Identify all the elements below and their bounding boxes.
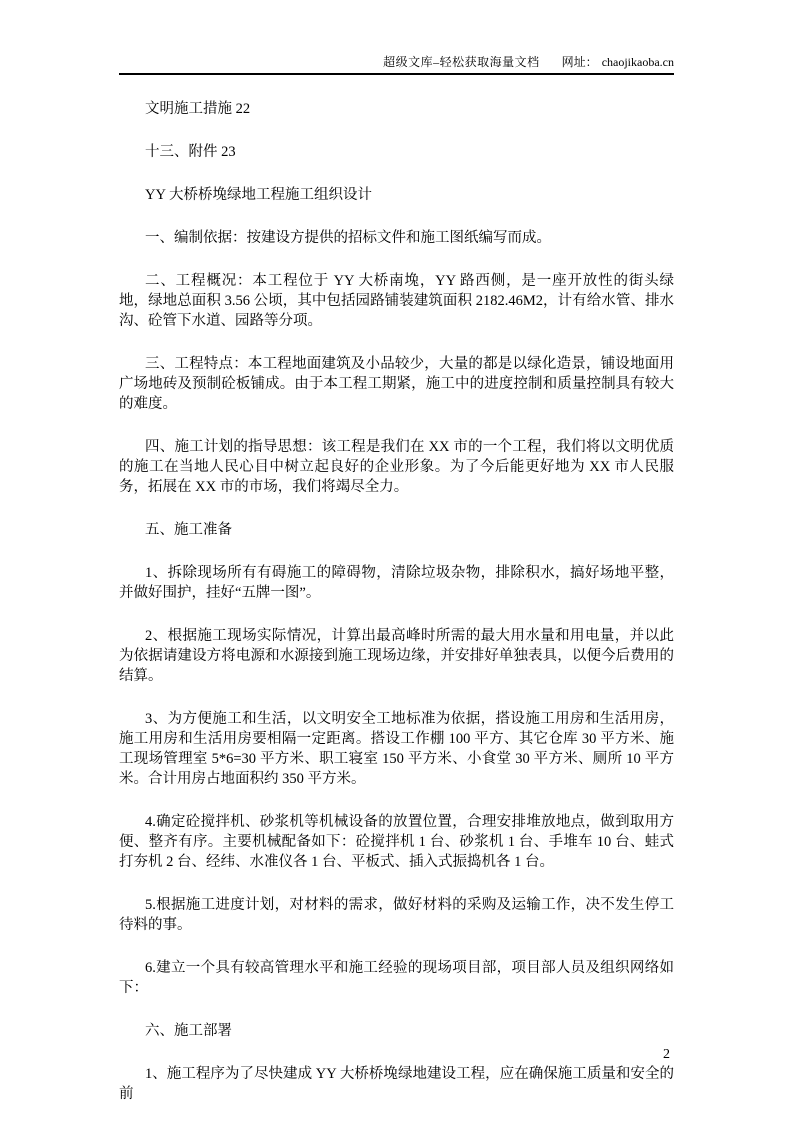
paragraph-civilized-construction: 文明施工措施 22: [145, 101, 251, 117]
paragraph-compilation-basis: 一、编制依据：按建设方提供的招标文件和施工图纸编写而成。: [145, 230, 551, 246]
page-header: [119, 0, 674, 75]
header-url: chaojikaoba.cn: [601, 55, 674, 69]
paragraph-deployment-heading: 六、施工部署: [145, 1023, 232, 1039]
paragraph-preparation-item-5: 5.根据施工进度计划，对材料的需求，做好材料的采购及运输工作，决不发生停工待料的事。: [119, 897, 674, 933]
paragraph-deployment-item-1: 1、施工程序为了尽快建成 YY 大桥桥堍绿地建设工程，应在确保施工质量和安全的前: [119, 1066, 674, 1102]
paragraph-preparation-heading: 五、施工准备: [145, 522, 232, 538]
paragraph-preparation-item-6: 6.建立一个具有较高管理水平和施工经验的现场项目部，项目部人员及组织网络如下：: [119, 960, 674, 996]
page-number: 2: [663, 1047, 670, 1062]
header-brand-text: 超级文库–轻松获取海量文档: [383, 55, 540, 69]
paragraph-preparation-item-1: 1、拆除现场所有有碍施工的障碍物，清除垃圾杂物，排除积水，搞好场地平整，并做好围护，挂好“五牌一图”。: [119, 565, 674, 601]
paragraph-preparation-item-2: 2、根据施工现场实际情况，计算出最高峰时所需的最大用水量和用电量，并以此为依据请建设方将电源和水源接到施工现场边缘，并安排好单独表具，以便今后费用的结算。: [119, 628, 674, 684]
paragraph-document-title: YY 大桥桥堍绿地工程施工组织设计: [145, 187, 373, 203]
paragraph-preparation-item-3: 3、为方便施工和生活，以文明安全工地标准为依据，搭设施工用房和生活用房，施工用房和生活用房要相隔一定距离。搭设工作棚 100 平方、其它仓库 30 平方米、施工现场管理室 5*6=30 平方米、职工寝室 150 平方米、小食堂 30 平方米、厕所 10 平方米。合计用房占地面积约 350 平方米。: [119, 711, 674, 787]
paragraph-project-overview: 二、工程概况：本工程位于 YY 大桥南堍，YY 路西侧，是一座开放性的街头绿地，绿地总面积 3.56 公顷，其中包括园路铺装建筑面积 2182.46M2，计有给水管、排水沟、砼管下水道、园路等分项。: [119, 273, 674, 329]
paragraph-project-features: 三、工程特点：本工程地面建筑及小品较少，大量的都是以绿化造景，铺设地面用广场地砖及预制砼板铺成。由于本工程工期紧，施工中的进度控制和质量控制具有较大的难度。: [119, 356, 674, 412]
header-url-label: 网址：: [561, 55, 598, 69]
paragraph-preparation-item-4: 4.确定砼搅拌机、砂浆机等机械设备的放置位置，合理安排堆放地点，做到取用方便、整齐有序。主要机械配备如下：砼搅拌机 1 台、砂浆机 1 台、手堆车 10 台、蛙式打夯机 2 台、经纬、水准仪各 1 台、平板式、插入式振捣机各 1 台。: [119, 814, 674, 870]
document-body: [119, 99, 674, 1122]
paragraph-attachment-heading: 十三、附件 23: [145, 144, 236, 160]
paragraph-guiding-ideology: 四、施工计划的指导思想：该工程是我们在 XX 市的一个工程，我们将以文明优质的施工在当地人民心目中树立起良好的企业形象。为了今后能更好地为 XX 市人民服务，拓展在 XX 市的市场，我们将竭尽全力。: [119, 439, 674, 495]
